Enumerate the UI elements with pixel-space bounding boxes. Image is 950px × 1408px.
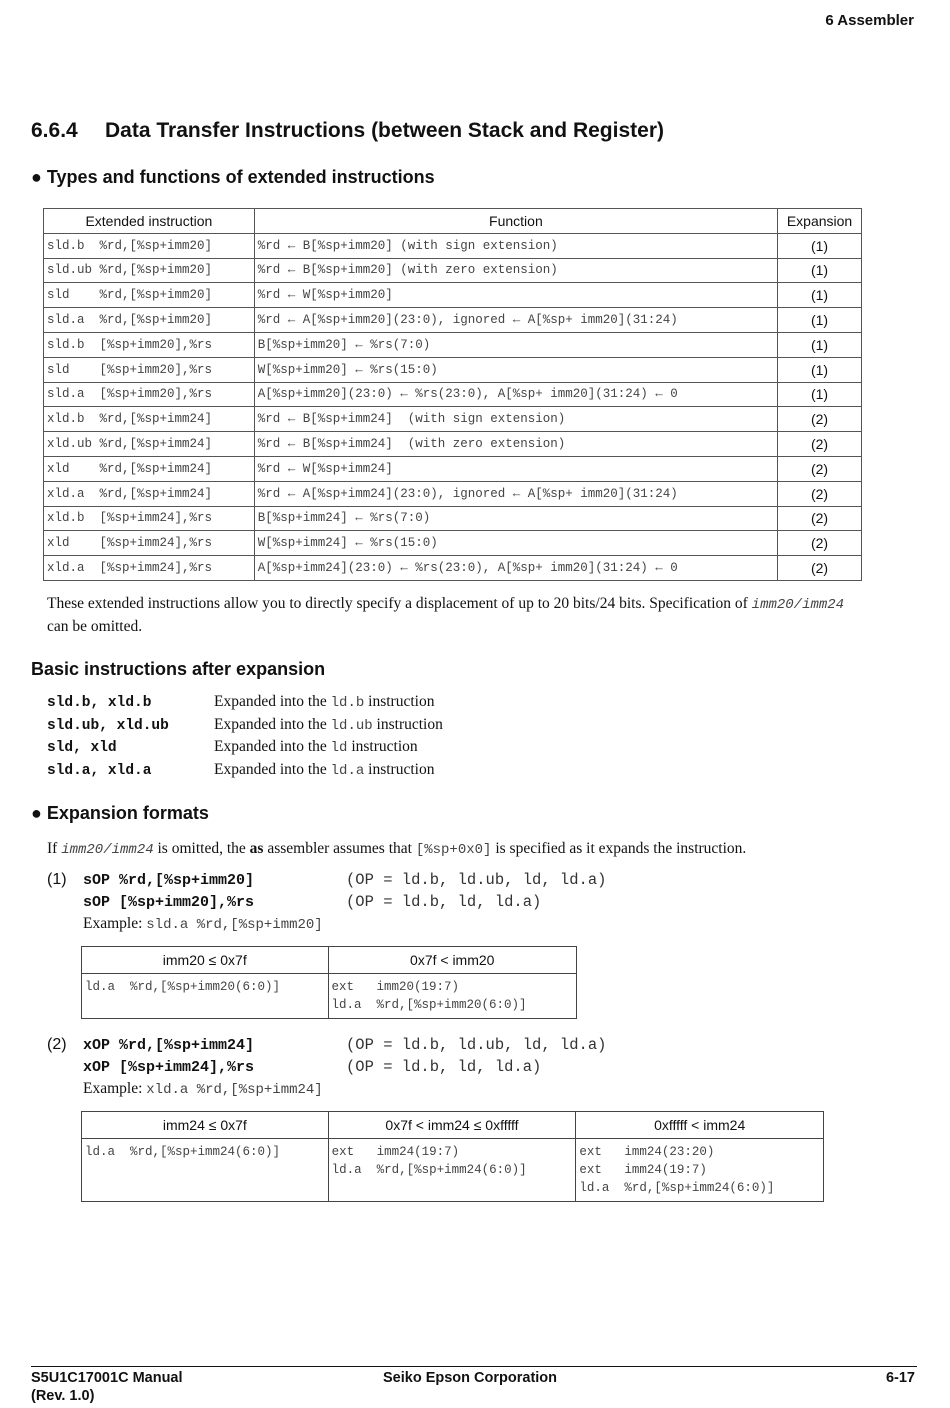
basic-heading: Basic instructions after expansion — [31, 659, 326, 679]
basic-desc-pre: Expanded into the — [214, 738, 331, 755]
omit-paragraph — [47, 838, 746, 861]
format1-line2: sOP [%sp+imm20],%rs — [83, 894, 255, 911]
basic-desc-post: instruction — [364, 693, 435, 710]
format1-ops2: (OP = ld.b, ld, ld.a) — [346, 893, 542, 911]
expansion-cell: (2) — [778, 456, 862, 481]
format1-line1: sOP %rd,[%sp+imm20] — [83, 872, 255, 889]
instruction-cell: xld.b [%sp+imm24],%rs — [44, 506, 255, 531]
expansion-cell: (2) — [778, 407, 862, 432]
types-heading — [31, 167, 435, 188]
footer-manual: S5U1C17001C Manual — [31, 1370, 183, 1386]
function-cell: %rd ← A[%sp+imm20](23:0), ignored ← A[%sp+ imm20](31:24) — [254, 308, 777, 333]
table-row — [44, 506, 862, 531]
expansion-cell: (2) — [778, 531, 862, 556]
format2-cell: ext imm24(19:7) ld.a %rd,[%sp+imm24(6:0)] — [328, 1139, 576, 1202]
function-cell: A[%sp+imm20](23:0) ← %rs(23:0), A[%sp+ imm20](31:24) ← 0 — [254, 382, 777, 407]
basic-instruction-row — [47, 738, 418, 756]
expansion-cell: (1) — [778, 258, 862, 283]
format1-header: imm20 ≤ 0x7f — [82, 947, 329, 974]
footer-company: Seiko Epson Corporation — [383, 1370, 558, 1386]
bullet-icon: ● — [31, 803, 42, 823]
extended-instruction-table — [43, 208, 862, 581]
running-head: 6 Assembler — [825, 12, 914, 29]
omit-bold-as: as — [249, 840, 264, 857]
expansion-cell: (2) — [778, 432, 862, 457]
format2-header: imm24 ≤ 0x7f — [82, 1112, 329, 1139]
omit-text: assembler assumes that — [263, 840, 416, 857]
format2-cell: ext imm24(23:20) ext imm24(19:7) ld.a %rd,[%sp+imm24(6:0)] — [576, 1139, 824, 1202]
instruction-cell: xld.ub %rd,[%sp+imm24] — [44, 432, 255, 457]
instruction-cell: xld.a %rd,[%sp+imm24] — [44, 481, 255, 506]
instruction-cell: sld [%sp+imm20],%rs — [44, 357, 255, 382]
intro-text: These extended instructions allow you to directly specify a displacement of up to 20 bits/24 bits. Specification of — [47, 595, 752, 612]
expansion-cell: (2) — [778, 481, 862, 506]
basic-desc-pre: Expanded into the — [214, 715, 331, 733]
instruction-cell: sld.a %rd,[%sp+imm20] — [44, 308, 255, 333]
basic-mnemonic: sld.ub, xld.ub — [47, 717, 169, 734]
function-cell: %rd ← W[%sp+imm20] — [254, 283, 777, 308]
basic-description — [214, 738, 418, 755]
function-cell: %rd ← B[%sp+imm24] (with zero extension) — [254, 432, 777, 457]
basic-desc-pre: Expanded into the — [214, 760, 331, 778]
omit-text: is omitted, the — [153, 840, 250, 857]
example-label: Example: — [83, 1080, 147, 1097]
header-extended-instruction: Extended instruction — [44, 209, 255, 234]
omit-text: is specified as it expands the instruction. — [491, 840, 747, 857]
table-row — [44, 258, 862, 283]
instruction-cell: sld.b %rd,[%sp+imm20] — [44, 233, 255, 258]
section-title — [31, 119, 664, 143]
footer-page-number: 6-17 — [885, 1370, 915, 1386]
basic-desc-code: ld.b — [330, 695, 365, 711]
intro-paragraph — [47, 593, 927, 638]
bullet-icon: ● — [31, 167, 42, 187]
basic-mnemonic: sld, xld — [47, 740, 117, 756]
expansion-cell: (1) — [778, 357, 862, 382]
expansion-cell: (2) — [778, 556, 862, 581]
format2-line2: xOP [%sp+imm24],%rs — [83, 1059, 255, 1076]
function-cell: B[%sp+imm20] ← %rs(7:0) — [254, 332, 777, 357]
expansion-cell: (1) — [778, 233, 862, 258]
instruction-cell: sld.ub %rd,[%sp+imm20] — [44, 258, 255, 283]
section-number: 6.6.4 — [31, 119, 78, 142]
format2-cell: ld.a %rd,[%sp+imm24(6:0)] — [82, 1139, 329, 1202]
table-row — [44, 556, 862, 581]
basic-desc-code: ld — [330, 740, 348, 756]
format1-example — [83, 915, 323, 933]
expansion-cell: (2) — [778, 506, 862, 531]
section-heading: Data Transfer Instructions (between Stack and Register) — [105, 119, 664, 142]
expansion-heading-text: Expansion formats — [46, 803, 209, 823]
table-header-row — [44, 209, 862, 234]
basic-desc-code: ld.a — [330, 762, 365, 779]
intro-text-2: can be omitted. — [47, 618, 143, 635]
function-cell: W[%sp+imm24] ← %rs(15:0) — [254, 531, 777, 556]
format2-ops2: (OP = ld.b, ld, ld.a) — [346, 1058, 542, 1076]
table-row — [44, 308, 862, 333]
instruction-cell: xld %rd,[%sp+imm24] — [44, 456, 255, 481]
format1-header: 0x7f < imm20 — [328, 947, 577, 974]
expansion-cell: (1) — [778, 332, 862, 357]
intro-code: imm20/imm24 — [751, 597, 845, 613]
format2-header: 0xfffff < imm24 — [576, 1112, 824, 1139]
expansion-heading — [31, 803, 209, 824]
format2-header: 0x7f < imm24 ≤ 0xfffff — [328, 1112, 576, 1139]
table-row — [44, 382, 862, 407]
basic-instruction-row — [47, 693, 434, 711]
format1-table — [81, 946, 577, 1019]
instruction-cell: xld.a [%sp+imm24],%rs — [44, 556, 255, 581]
function-cell: %rd ← B[%sp+imm20] (with zero extension) — [254, 258, 777, 283]
basic-desc-post: instruction — [372, 715, 443, 733]
basic-description — [214, 761, 434, 778]
table-row — [44, 332, 862, 357]
basic-instruction-row — [47, 761, 434, 779]
instruction-cell: sld.b [%sp+imm20],%rs — [44, 332, 255, 357]
function-cell: A[%sp+imm24](23:0) ← %rs(23:0), A[%sp+ imm20](31:24) ← 0 — [254, 556, 777, 581]
function-cell: B[%sp+imm24] ← %rs(7:0) — [254, 506, 777, 531]
format2-line1: xOP %rd,[%sp+imm24] — [83, 1037, 255, 1054]
table-row — [44, 531, 862, 556]
basic-desc-code: ld.ub — [330, 717, 373, 734]
example-code: sld.a %rd,[%sp+imm20] — [146, 917, 323, 933]
header-function: Function — [254, 209, 777, 234]
table-row — [44, 357, 862, 382]
instruction-cell: sld %rd,[%sp+imm20] — [44, 283, 255, 308]
table-row — [44, 233, 862, 258]
format2-example — [83, 1080, 323, 1098]
basic-instruction-row — [47, 716, 443, 734]
format2-number: (2) — [47, 1036, 67, 1053]
omit-code-imm: imm20/imm24 — [61, 842, 154, 858]
basic-desc-post: instruction — [347, 738, 418, 755]
expansion-cell: (1) — [778, 308, 862, 333]
function-cell: %rd ← W[%sp+imm24] — [254, 456, 777, 481]
table-row — [44, 283, 862, 308]
format2-ops1: (OP = ld.b, ld.ub, ld, ld.a) — [346, 1036, 607, 1054]
function-cell: W[%sp+imm20] ← %rs(15:0) — [254, 357, 777, 382]
basic-desc-pre: Expanded into the — [214, 693, 331, 710]
format1-cell: ld.a %rd,[%sp+imm20(6:0)] — [82, 974, 329, 1019]
instruction-cell: xld.b %rd,[%sp+imm24] — [44, 407, 255, 432]
basic-mnemonic: sld.a, xld.a — [47, 762, 152, 779]
format1-cell: ext imm20(19:7) ld.a %rd,[%sp+imm20(6:0)] — [328, 974, 577, 1019]
function-cell: %rd ← A[%sp+imm24](23:0), ignored ← A[%sp+ imm20](31:24) — [254, 481, 777, 506]
header-expansion: Expansion — [778, 209, 862, 234]
example-code: xld.a %rd,[%sp+imm24] — [146, 1082, 323, 1098]
table-row — [44, 432, 862, 457]
expansion-cell: (1) — [778, 382, 862, 407]
table-row — [44, 407, 862, 432]
format1-ops1: (OP = ld.b, ld.ub, ld, ld.a) — [346, 871, 607, 889]
expansion-cell: (1) — [778, 283, 862, 308]
types-heading-text: Types and functions of extended instructions — [46, 167, 435, 187]
format1-number: (1) — [47, 871, 67, 888]
function-cell: %rd ← B[%sp+imm24] (with sign extension) — [254, 407, 777, 432]
basic-desc-post: instruction — [364, 760, 435, 778]
footer-revision: (Rev. 1.0) — [31, 1388, 95, 1404]
table-row — [44, 481, 862, 506]
function-cell: %rd ← B[%sp+imm20] (with sign extension) — [254, 233, 777, 258]
basic-description — [214, 716, 443, 733]
omit-text: If — [47, 840, 62, 857]
basic-mnemonic: sld.b, xld.b — [47, 695, 152, 711]
format2-table — [81, 1111, 824, 1202]
footer-rule — [31, 1366, 917, 1367]
omit-code-sp: [%sp+0x0] — [415, 842, 492, 858]
instruction-cell: sld.a [%sp+imm20],%rs — [44, 382, 255, 407]
instruction-cell: xld [%sp+imm24],%rs — [44, 531, 255, 556]
example-label: Example: — [83, 915, 147, 932]
table-row — [44, 456, 862, 481]
basic-description — [214, 693, 434, 710]
